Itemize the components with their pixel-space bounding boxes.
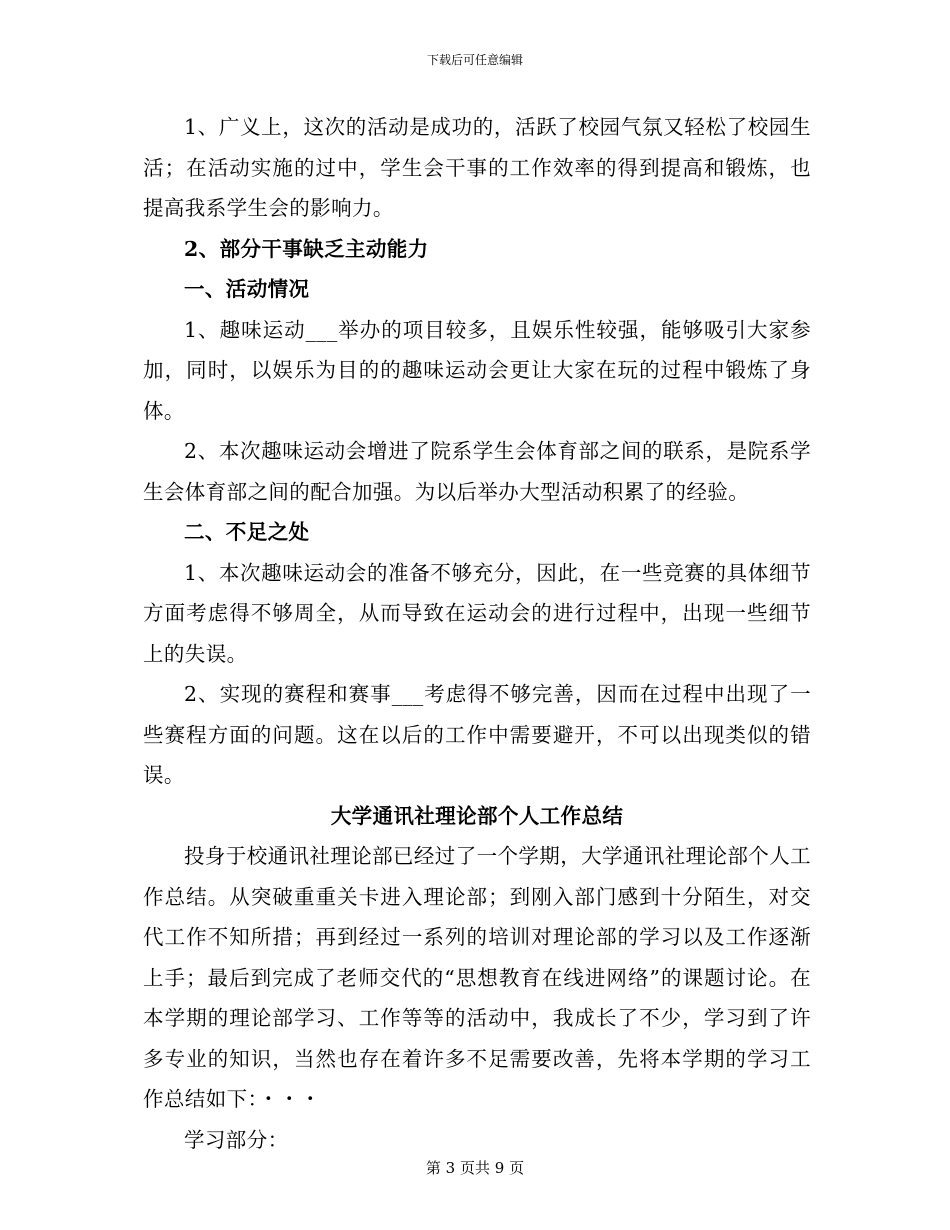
paragraph-summary-intro: 投身于校通讯社理论部已经过了一个学期，大学通讯社理论部个人工作总结。从突破重重关卡进入理论部；到刚入部门感到十分陌生，对交代工作不知所措；再到经过一系列的培训对理论部的学习以及工作逐渐上手；最后到完成了老师交代的“思想教育在线进网络”的课题讨论。在本学期的理论部学习、工作等等的活动中，我成长了不少，学习到了许多专业的知识，当然也存在着许多不足需要改善，先将本学期的学习工作总结如下：・・・	[143, 844, 811, 1111]
paragraph-shortcoming-1: 1、本次趣味运动会的准备不够充分，因此，在一些竞赛的具体细节方面考虑得不够周全，从而导致在运动会的进行过程中，出现一些细节上的失误。	[143, 560, 811, 666]
document-body	[143, 107, 811, 1160]
paragraph-activity-2: 2、本次趣味运动会增进了院系学生会体育部之间的联系，是院系学生会体育部之间的配合加强。为以后举办大型活动积累了的经验。	[143, 439, 811, 504]
heading-shortcomings: 二、不足之处	[184, 520, 310, 544]
heading-activity-status: 一、活动情况	[184, 277, 310, 301]
paragraph-1: 1、广义上，这次的活动是成功的，活跃了校园气氛又轻松了校园生活；在活动实施的过中，学生会干事的工作效率的得到提高和锻炼，也提高我系学生会的影响力。	[143, 115, 811, 220]
page-footer: 第 3 页共 9 页	[425, 1159, 525, 1177]
paragraph-study-part: 学习部分：	[184, 1127, 289, 1152]
heading-2-inactive-staff: 2、部分干事缺乏主动能力	[184, 236, 429, 261]
paragraph-activity-1: 1、趣味运动___举办的项目较多，且娱乐性较强，能够吸引大家参加，同时，以娱乐为目的的趣味运动会更让大家在玩的过程中锻炼了身体。	[143, 317, 811, 423]
paragraph-shortcoming-2: 2、实现的赛程和赛事___考虑得不够完善，因而在过程中出现了一些赛程方面的问题。这在以后的工作中需要避开，不可以出现类似的错误。	[143, 682, 811, 787]
page-header: 下载后可任意编辑	[426, 53, 523, 67]
section-title: 大学通讯社理论部个人工作总结	[330, 803, 624, 828]
